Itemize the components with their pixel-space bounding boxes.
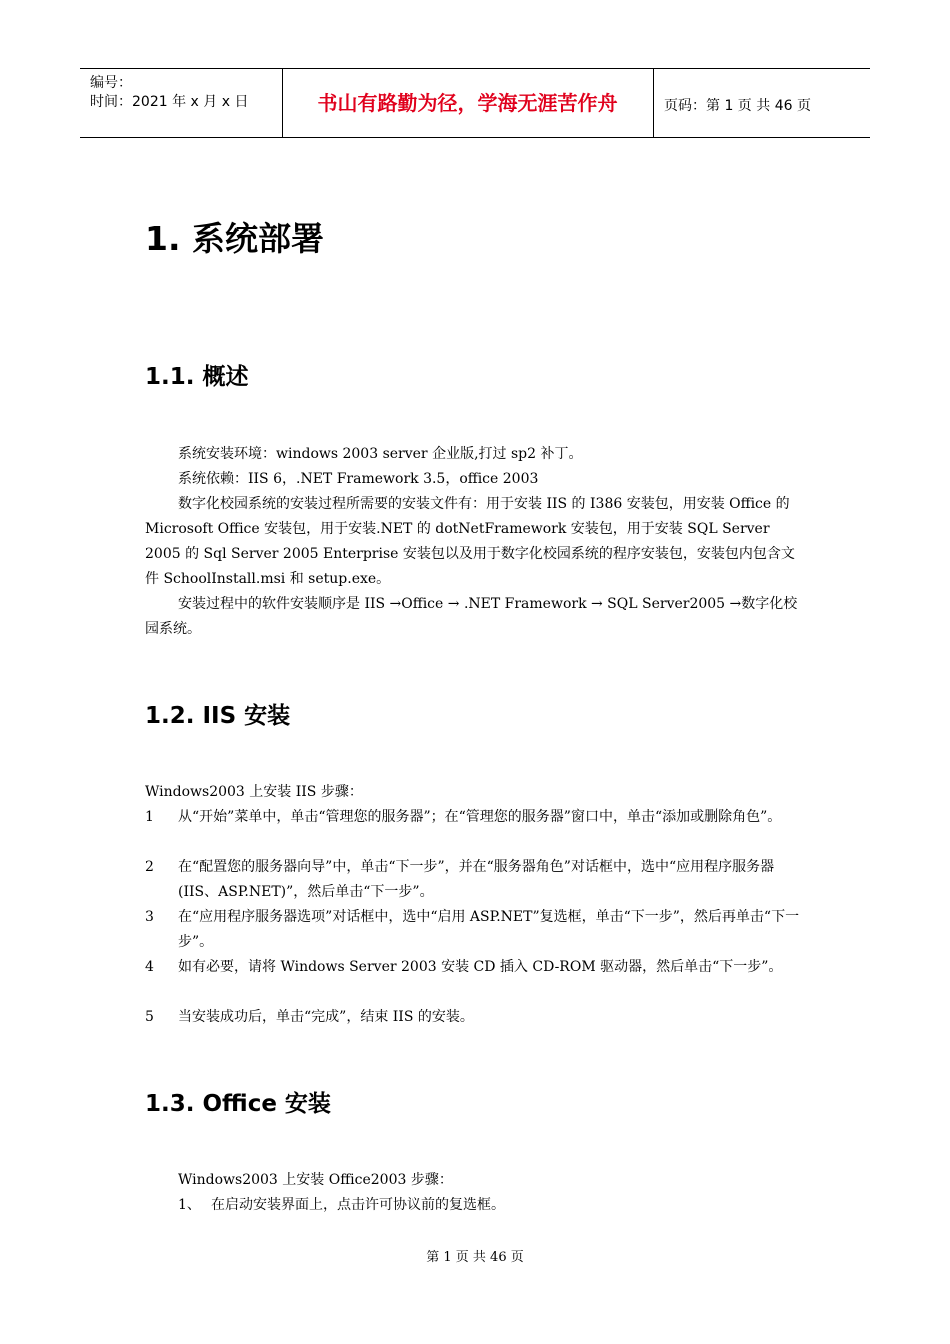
list-item-number: 2 — [145, 859, 154, 875]
date-line: 时间：2021 年 x 月 x 日 — [90, 94, 249, 110]
steps-intro: Windows2003 上安装 IIS 步骤： — [145, 784, 363, 800]
list-item-text: 在启动安装界面上，点击许可协议前的复选框。 — [211, 1197, 505, 1213]
list-item — [145, 1005, 807, 1030]
number-label: 编号： — [90, 75, 132, 91]
list-item-number: 1、 — [178, 1197, 201, 1213]
list-item-number: 5 — [145, 1009, 154, 1025]
list-item-text: 当安装成功后，单击“完成”，结束 IIS 的安装。 — [178, 1009, 474, 1025]
list-item-number: 4 — [145, 959, 154, 975]
steps-intro: Windows2003 上安装 Office2003 步骤： — [178, 1172, 453, 1188]
paragraph: 数字化校园系统的安装过程所需要的安装文件有：用于安装 IIS 的 I386 安装包，用安装 Office 的 Microsoft Office 安装包，用于安装.NET 的 dotNetFramework 安装包，用于安装 SQL Server 2005 的 Sql Server 2005 Enterprise 安装包以及用于数字化校园系统的程序安装包，安装包内包含文件 SchoolInstall.msi 和 setup.exe。 — [145, 496, 795, 587]
page-header — [80, 68, 870, 138]
list-item — [145, 905, 807, 955]
header-page-info: 页码：第 1 页 共 46 页 — [664, 98, 811, 114]
section-heading-iis: 1.2. IIS 安装 — [145, 703, 291, 729]
list-item — [178, 1193, 807, 1218]
header-meta — [80, 69, 283, 137]
paragraph: 系统依赖：IIS 6，.NET Framework 3.5，office 2003 — [178, 471, 539, 487]
page-footer: 第 1 页 共 46 页 — [426, 1250, 524, 1265]
list-item-text: 在“应用程序服务器选项”对话框中，选中“启用 ASP.NET”复选框，单击“下一步”，然后再单击“下一步”。 — [178, 909, 800, 950]
list-item — [145, 805, 807, 830]
paragraph: 系统安装环境：windows 2003 server 企业版,打过 sp2 补丁。 — [178, 446, 583, 462]
section-heading-office: 1.3. Office 安装 — [145, 1091, 331, 1117]
paragraph: 安装过程中的软件安装顺序是 IIS →Office → .NET Framework → SQL Server2005 →数字化校园系统。 — [145, 596, 798, 637]
document-title: 1. 系统部署 — [145, 219, 324, 258]
list-item-text: 从“开始”菜单中，单击“管理您的服务器”；在“管理您的服务器”窗口中，单击“添加或删除角色”。 — [178, 809, 782, 825]
header-motto: 书山有路勤为径，学海无涯苦作舟 — [282, 69, 654, 137]
list-item — [145, 855, 807, 905]
list-item — [145, 955, 807, 980]
section-heading-overview: 1.1. 概述 — [145, 364, 249, 390]
list-item-number: 1 — [145, 809, 154, 825]
list-item-number: 3 — [145, 909, 154, 925]
list-item-text: 如有必要，请将 Windows Server 2003 安装 CD 插入 CD-ROM 驱动器，然后单击“下一步”。 — [178, 959, 783, 975]
list-item-text: 在“配置您的服务器向导”中，单击“下一步”，并在“服务器角色”对话框中，选中“应用程序服务器 (IIS、ASP.NET)”，然后单击“下一步”。 — [178, 859, 775, 900]
